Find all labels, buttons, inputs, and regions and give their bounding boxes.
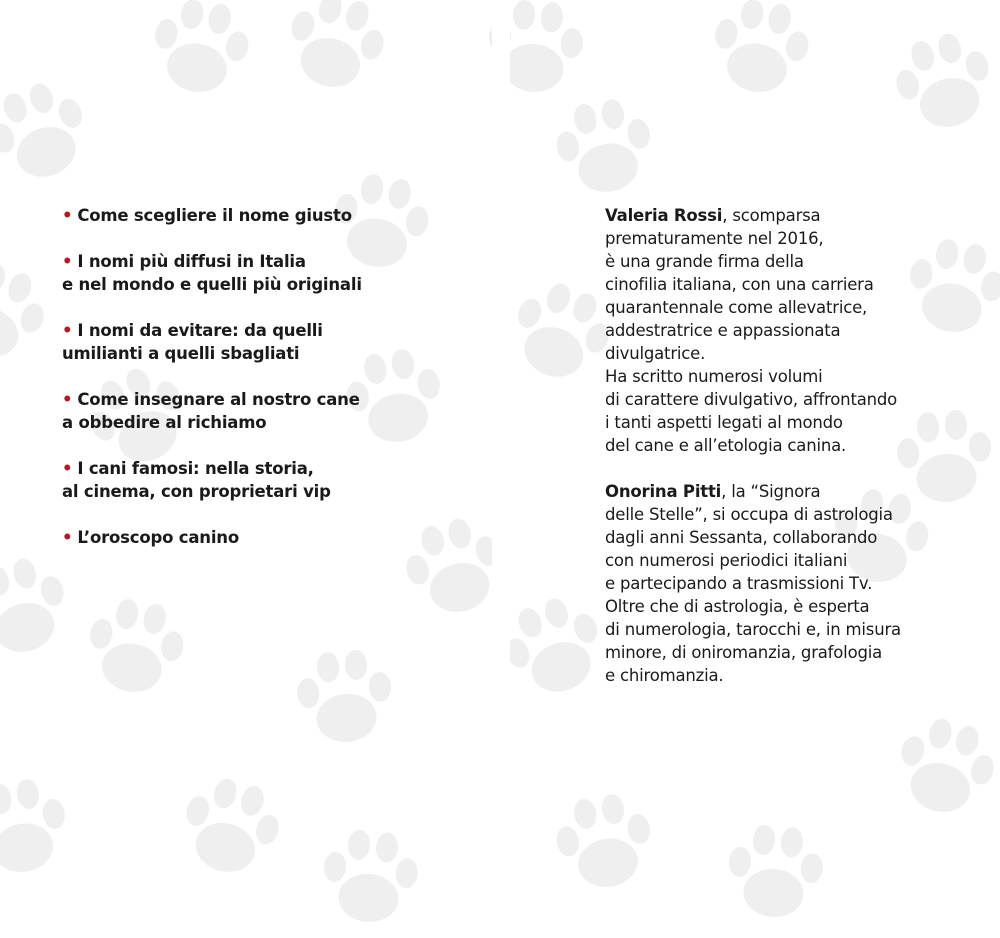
bullet-icon: • (62, 459, 73, 478)
bullet-icon: • (62, 390, 73, 409)
bio-line: con numerosi periodici italiani (605, 551, 848, 570)
list-item (62, 319, 482, 365)
paw-print-icon (81, 594, 189, 700)
paw-print-icon (550, 94, 658, 200)
bio-line: addestratrice e appassionata (605, 321, 841, 340)
list-item (62, 204, 482, 227)
bio-line: e chiromanzia. (605, 666, 724, 685)
paw-print-icon (294, 647, 396, 746)
bullet-icon: • (62, 252, 73, 271)
list-item-line (62, 388, 482, 411)
list-item-text: umilianti a quelli sbagliati (62, 344, 300, 363)
bio-line: del cane e all’etologia canina. (605, 436, 847, 455)
bio-line: i tanti aspetti legati al mondo (605, 413, 843, 432)
paw-print-icon (887, 26, 1000, 138)
paw-print-icon (501, 273, 620, 391)
bio-line: Ha scritto numerosi volumi (605, 367, 823, 386)
list-item-line (62, 480, 482, 503)
bio-line: Oltre che di astrologia, è esperta (605, 597, 870, 616)
list-item-line (62, 250, 482, 273)
bio-text: , scomparsa (722, 206, 821, 225)
list-item-text: Come scegliere il nome giusto (77, 206, 352, 225)
paw-print-icon (320, 827, 422, 926)
list-item (62, 388, 482, 434)
paw-print-icon (0, 253, 56, 371)
bio-onorina-pitti (605, 480, 985, 687)
bio-text: , la “Signora (721, 482, 821, 501)
paw-print-icon (174, 771, 288, 883)
page-gutter (492, 0, 510, 938)
bio-line: minore, di oniromanzia, grafologia (605, 643, 883, 662)
list-item-line (62, 273, 482, 296)
paw-print-icon (494, 588, 613, 706)
list-item-line (62, 319, 482, 342)
bio-line: di numerologia, tarocchi e, in misura (605, 620, 901, 639)
list-item-line (62, 204, 482, 227)
bio-line: cinofilia italiana, con una carriera (605, 275, 874, 294)
paw-print-icon (279, 0, 393, 98)
list-item-text: I cani famosi: nella storia, (77, 459, 314, 478)
list-item-line (62, 457, 482, 480)
list-item-text: I nomi da evitare: da quelli (77, 321, 323, 340)
list-item (62, 250, 482, 296)
bio-line: divulgatrice. (605, 344, 706, 363)
author-bios (605, 204, 985, 710)
bio-line: prematuramente nel 2016, (605, 229, 824, 248)
list-item-text: a obbedire al richiamo (62, 413, 267, 432)
bio-line: è una grande firma della (605, 252, 804, 271)
list-item-text: al cinema, con proprietari vip (62, 482, 331, 501)
author-name: Valeria Rossi (605, 206, 723, 225)
bio-line: delle Stelle”, si occupa di astrologia (605, 505, 893, 524)
bio-line: di carattere divulgativo, affrontando (605, 390, 898, 409)
list-item-line (62, 411, 482, 434)
paw-print-icon (706, 0, 814, 100)
list-item-text: e nel mondo e quelli più originali (62, 275, 362, 294)
list-item (62, 457, 482, 503)
features-list (62, 204, 482, 572)
author-name: Onorina Pitti (605, 482, 722, 501)
bullet-icon: • (62, 206, 73, 225)
bullet-icon: • (62, 528, 73, 547)
paw-print-icon (0, 73, 99, 191)
list-item (62, 526, 482, 549)
list-item-text: L’oroscopo canino (77, 528, 239, 547)
bullet-icon: • (62, 321, 73, 340)
bio-line: dagli anni Sessanta, collaborando (605, 528, 878, 547)
paw-print-icon (725, 822, 827, 921)
bio-valeria-rossi (605, 204, 985, 457)
bio-line: quarantennale come allevatrice, (605, 298, 868, 317)
list-item-line (62, 342, 482, 365)
paw-print-icon (146, 0, 254, 100)
list-item-text: I nomi più diffusi in Italia (77, 252, 306, 271)
list-item-text: Come insegnare al nostro cane (77, 390, 360, 409)
list-item-line (62, 526, 482, 549)
paw-print-icon (889, 711, 1000, 823)
paw-print-icon (0, 774, 74, 880)
paw-print-icon (550, 789, 658, 895)
bio-line: e partecipando a trasmissioni Tv. (605, 574, 873, 593)
